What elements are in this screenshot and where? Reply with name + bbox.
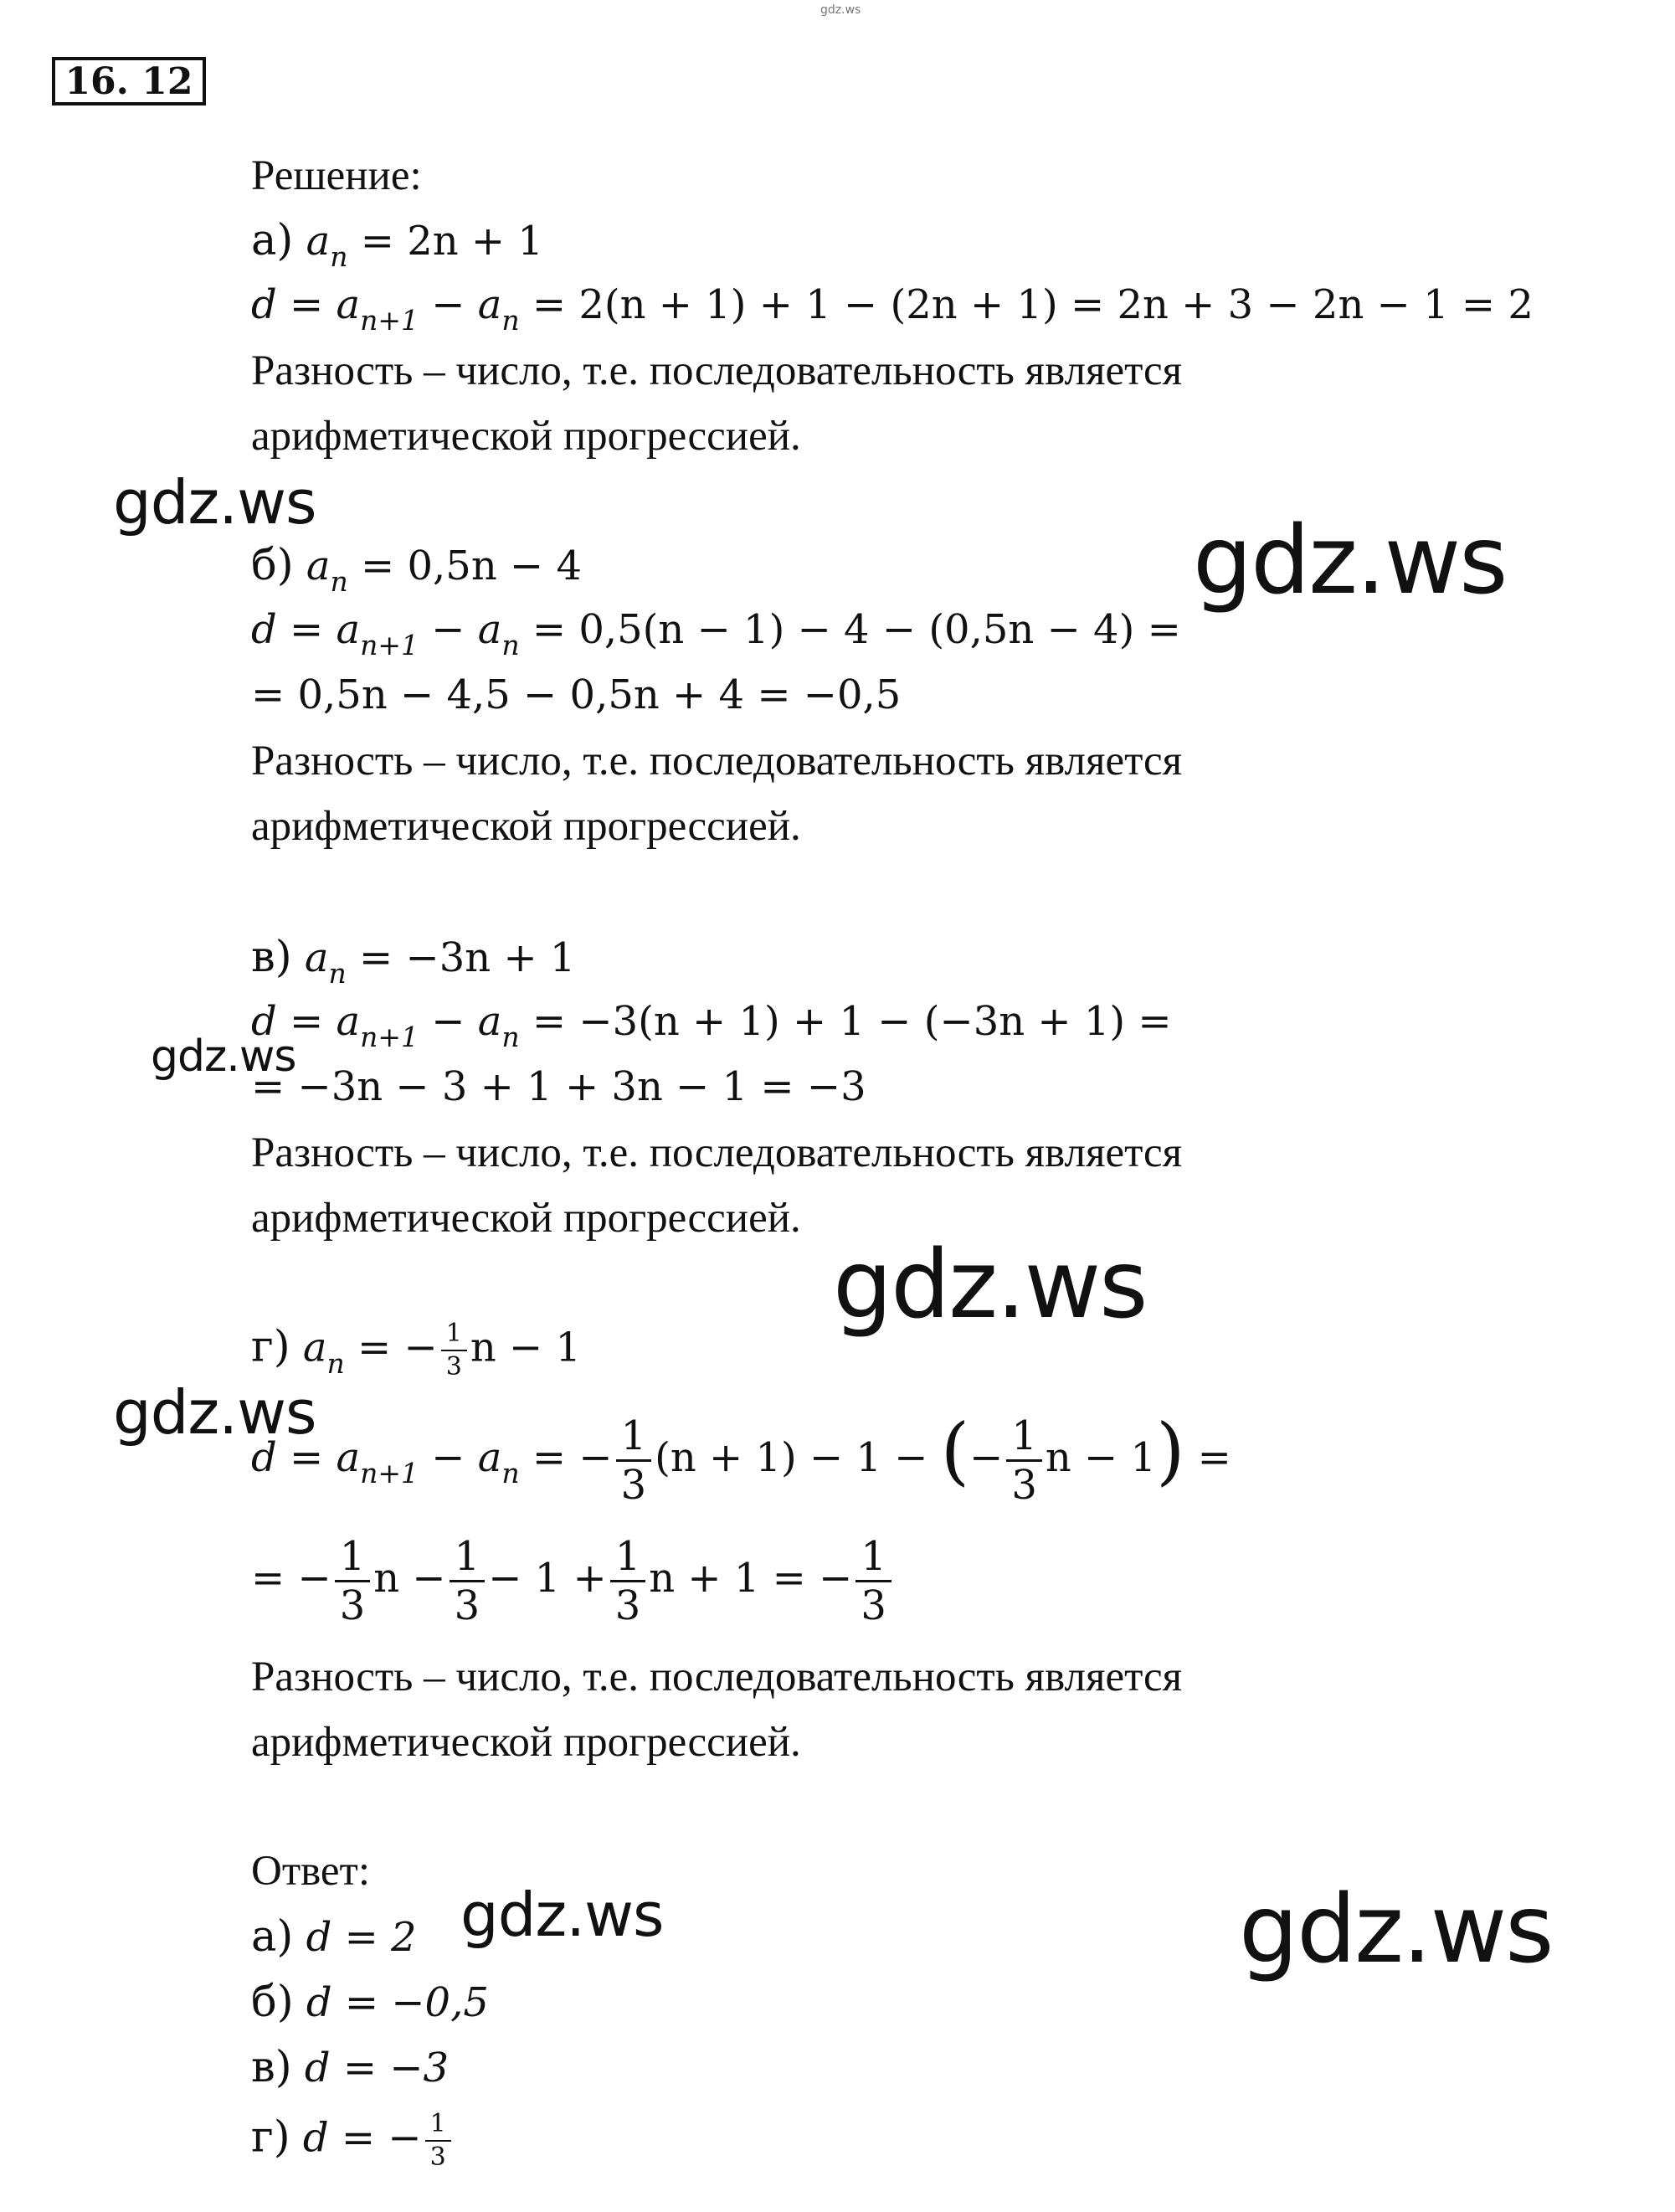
answer-v-value: d = −3 (304, 2045, 450, 2091)
d-rhs: = −3(n + 1) + 1 − (−3n + 1) = (519, 998, 1172, 1045)
answer-b-label: б) (251, 1978, 294, 2027)
watermark: gdz.ws (833, 1231, 1147, 1340)
line2-start: = − (251, 1555, 331, 1602)
d-end: = (1184, 1434, 1231, 1481)
d-mid: − a (418, 281, 502, 328)
sub-n1: n+1 (360, 1457, 419, 1489)
sub-n1: n+1 (360, 304, 419, 337)
part-v-conclusion-1: Разность – число, т.е. последовательность является (251, 1129, 1183, 1176)
d-lhs: d = a (251, 1434, 361, 1481)
d-eq: = − (519, 1434, 613, 1481)
part-v-conclusion-2: арифметической прогрессией. (251, 1195, 801, 1242)
d-mid: − a (418, 606, 502, 653)
minus: − (969, 1434, 1004, 1481)
part-a-d-line (251, 281, 1534, 337)
top-watermark: gdz.ws (820, 3, 861, 17)
sub-n1: n+1 (360, 629, 419, 661)
line2-t1: n − (373, 1555, 446, 1602)
fraction-num: 1 (861, 1533, 886, 1580)
fraction (616, 1412, 652, 1509)
answer-label: Ответ: (251, 1848, 370, 1895)
answer-g-prefix: d = − (302, 2114, 422, 2162)
fraction (1006, 1412, 1042, 1509)
answer-v-label: в) (251, 2043, 292, 2092)
fraction-num: 1 (454, 1533, 480, 1580)
part-v-lhs-sub: n (328, 957, 347, 990)
answer-a (251, 1912, 417, 1962)
fraction-den: 3 (335, 1580, 371, 1626)
d-tail1: (n + 1) − 1 − (655, 1434, 928, 1481)
part-b-d-line (251, 606, 1181, 661)
part-g-d-line-2 (251, 1533, 895, 1629)
part-b-conclusion-1: Разность – число, т.е. последовательность является (251, 738, 1183, 784)
fraction-den: 3 (610, 1580, 646, 1626)
sub-n: n (501, 1021, 520, 1053)
fraction (610, 1533, 646, 1629)
part-a-rhs: = 2n + 1 (360, 218, 543, 265)
part-g-conclusion-2: арифметической прогрессией. (251, 1719, 801, 1766)
part-b-formula (251, 541, 583, 598)
fraction-den: 3 (855, 1580, 891, 1626)
part-b-d-line-2: = 0,5n − 4,5 − 0,5n + 4 = −0,5 (251, 671, 902, 718)
fraction-num: 1 (429, 2109, 446, 2138)
fraction-num: 1 (614, 1533, 641, 1580)
part-g-d-line (251, 1407, 1231, 1509)
line2-t2: − 1 + (488, 1555, 607, 1602)
part-v-d-line (251, 998, 1172, 1053)
part-a-conclusion-1: Разность – число, т.е. последовательность является (251, 347, 1183, 394)
watermark: gdz.ws (460, 1880, 664, 1950)
part-g-lhs: a (302, 1324, 327, 1371)
answer-a-value: d = 2 (306, 1914, 417, 1961)
d-lhs: d = a (251, 281, 361, 328)
answer-a-label: а) (251, 1912, 294, 1962)
part-b-lhs: a (306, 543, 331, 589)
d-mid: − a (418, 1434, 502, 1481)
answer-b-value: d = −0,5 (306, 1979, 489, 2026)
left-paren: ( (940, 1407, 970, 1494)
part-g-eq: = − (357, 1324, 438, 1371)
watermark: gdz.ws (113, 467, 316, 538)
part-b-conclusion-2: арифметической прогрессией. (251, 803, 801, 850)
fraction-den: 3 (616, 1459, 652, 1505)
watermark: gdz.ws (1193, 507, 1507, 615)
part-b-label: б) (251, 541, 294, 590)
part-g-label: г) (251, 1322, 290, 1372)
fraction-num: 1 (620, 1412, 647, 1459)
part-g-tail: n − 1 (470, 1324, 582, 1371)
answer-v (251, 2043, 450, 2092)
d-lhs: d = a (251, 606, 361, 653)
d-rhs: = 0,5(n − 1) − 4 − (0,5n − 4) = (519, 606, 1181, 653)
d-rhs: = 2(n + 1) + 1 − (2n + 1) = 2n + 3 − 2n − 1 = 2 (519, 281, 1534, 328)
part-v-rhs: = −3n + 1 (359, 934, 576, 981)
answer-g-label: г) (251, 2112, 290, 2163)
part-a-label: а) (251, 216, 294, 265)
d-mid: − a (418, 998, 502, 1045)
fraction-den: 3 (425, 2140, 451, 2170)
part-b-rhs: = 0,5n − 4 (361, 543, 583, 589)
fraction-num: 1 (445, 1319, 462, 1348)
sub-n: n (501, 1457, 520, 1489)
fraction-den: 3 (1006, 1459, 1042, 1505)
sub-n: n (501, 629, 520, 661)
part-a-conclusion-2: арифметической прогрессией. (251, 413, 801, 460)
part-a-formula (251, 216, 543, 273)
fraction-num: 1 (339, 1533, 366, 1580)
fraction (855, 1533, 891, 1629)
fraction (425, 2109, 451, 2172)
part-a-lhs-sub: n (330, 240, 348, 273)
line2-t3: n + 1 = − (649, 1555, 853, 1602)
d-tail2: n − 1 (1045, 1434, 1157, 1481)
answer-b (251, 1978, 489, 2027)
watermark: gdz.ws (1239, 1875, 1553, 1984)
part-g-lhs-sub: n (326, 1346, 345, 1380)
fraction (441, 1321, 467, 1380)
right-paren: ) (1156, 1407, 1185, 1494)
problem-number: 16. 12 (52, 57, 206, 105)
part-v-formula (251, 933, 576, 990)
part-v-lhs: a (304, 934, 329, 981)
fraction (450, 1533, 486, 1629)
part-g-formula (251, 1321, 581, 1380)
watermark: gdz.ws (151, 1031, 296, 1082)
watermark: gdz.ws (113, 1377, 316, 1448)
sub-n: n (501, 304, 520, 337)
part-a-lhs: a (306, 218, 331, 265)
part-b-lhs-sub: n (330, 565, 348, 598)
answer-g (251, 2109, 455, 2172)
part-g-conclusion-1: Разность – число, т.е. последовательность является (251, 1654, 1183, 1700)
solution-label: Решение: (251, 152, 422, 199)
fraction-den: 3 (441, 1350, 467, 1380)
fraction-num: 1 (1011, 1412, 1037, 1459)
fraction-den: 3 (450, 1580, 486, 1626)
fraction (335, 1533, 371, 1629)
part-v-label: в) (251, 933, 292, 982)
part-v-d-line-2: = −3n − 3 + 1 + 3n − 1 = −3 (251, 1063, 866, 1110)
d-lhs: d = a (251, 998, 361, 1045)
sub-n1: n+1 (360, 1021, 419, 1053)
